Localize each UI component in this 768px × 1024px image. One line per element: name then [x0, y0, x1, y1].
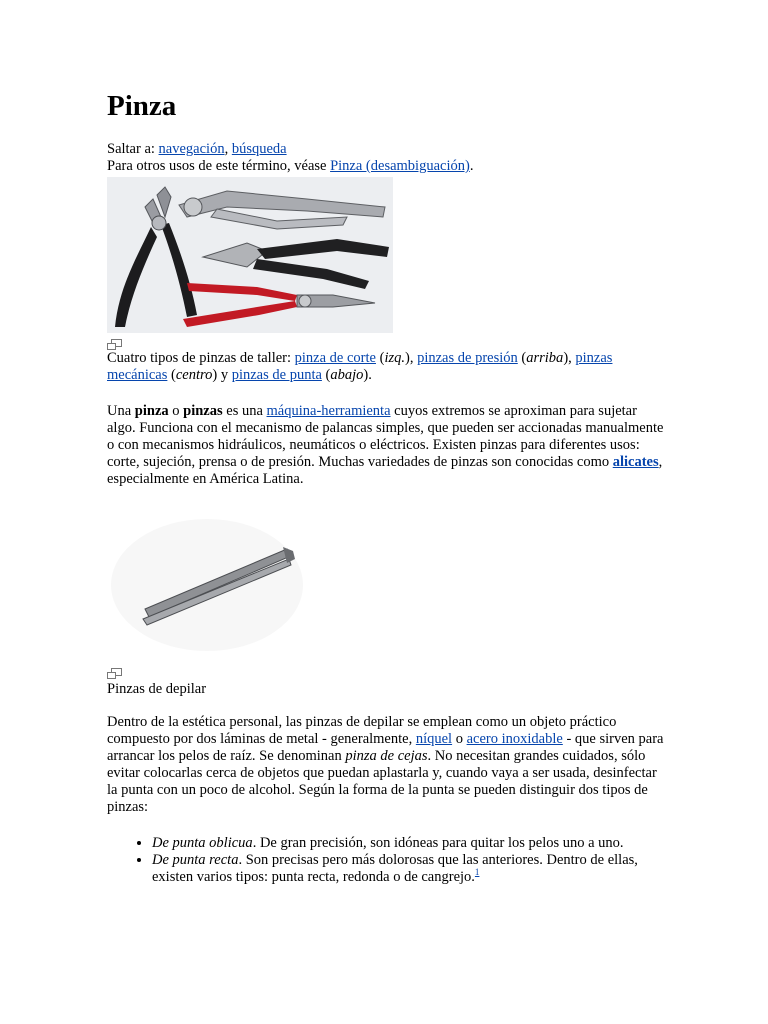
figure-caption-tweezers: Pinzas de depilar	[107, 681, 207, 697]
jump-navigation-link[interactable]: navegación	[158, 141, 225, 157]
pliers-image[interactable]	[107, 177, 393, 333]
jump-search-link[interactable]: búsqueda	[231, 141, 287, 157]
disambiguation-link[interactable]: Pinza (desambiguación)	[330, 158, 470, 174]
page-title: Pinza	[107, 90, 177, 122]
list-item: • De punta oblicua. De gran precisión, son idóneas para quitar los pelos uno a uno.	[152, 835, 667, 852]
link-pinzas-de-punta[interactable]: pinzas de punta	[231, 367, 322, 383]
link-acero-inoxidable[interactable]: acero inoxidable	[466, 731, 563, 747]
tweezers-illustration	[107, 505, 319, 660]
tweezers-image[interactable]	[107, 505, 319, 660]
disambiguation-note: Para otros usos de este término, véase Pinza (desambiguación).	[107, 158, 474, 174]
tweezers-types-list	[107, 835, 667, 886]
reference-link[interactable]: 1	[474, 867, 480, 877]
pliers-illustration	[107, 177, 393, 333]
jump-links: Saltar a: navegación, búsqueda Para otros usos de este término, véase Pinza (desambiguación).	[107, 141, 667, 175]
intro-paragraph: Una pinza o pinzas es una máquina-herramienta cuyos extremos se aproximan para sujetar algo. Funciona con el mecanismo de palancas simples, que pueden ser accionadas manualmente o con mecanismos hidráulicos, neumáticos o eléctricos. Existen pinzas para diferentes usos: corte, sujeción, prensa o de presión. Muchas variedades de pinzas son conocidas como alicates, especialmente en América Latina.	[107, 403, 664, 487]
link-maquina-herramienta[interactable]: máquina-herramienta	[266, 403, 391, 419]
list-item: • De punta recta. Son precisas pero más dolorosas que las anteriores. Dentro de ellas, existen varios tipos: punta recta, redonda o de cangrejo.$^1$	[152, 852, 667, 886]
link-niquel[interactable]: níquel	[415, 731, 453, 747]
body-paragraph: Dentro de la estética personal, las pinzas de depilar se emplean como un objeto práctico compuesto por dos láminas de metal - generalmente, níquel o acero inoxidable - que sirven para arrancar los pelos de raíz. Se denominan pinza de cejas. No necesitan grandes cuidados, sólo evitar colocarlas cerca de objetos que puedan aplastarla y, cuando vaya a ser usada, desinfectar la punta con un poco de alcohol. Según la forma de la punta se pueden distinguir dos tipos de pinzas:	[107, 714, 664, 815]
link-pinzas-de-presion[interactable]: pinzas de presión	[417, 350, 518, 366]
link-pinzas-mecanicas[interactable]: pinzas mecánicas	[107, 350, 613, 383]
link-pinza-de-corte[interactable]: pinza de corte	[294, 350, 376, 366]
magnify-icon[interactable]	[107, 668, 123, 680]
link-alicates[interactable]: alicates	[612, 454, 659, 470]
figure-caption-pliers: Cuatro tipos de pinzas de taller: pinza de corte (izq.), pinzas de presión (arriba), pinzas mecánicas (centro) y pinzas de punta (abajo).	[107, 350, 613, 383]
